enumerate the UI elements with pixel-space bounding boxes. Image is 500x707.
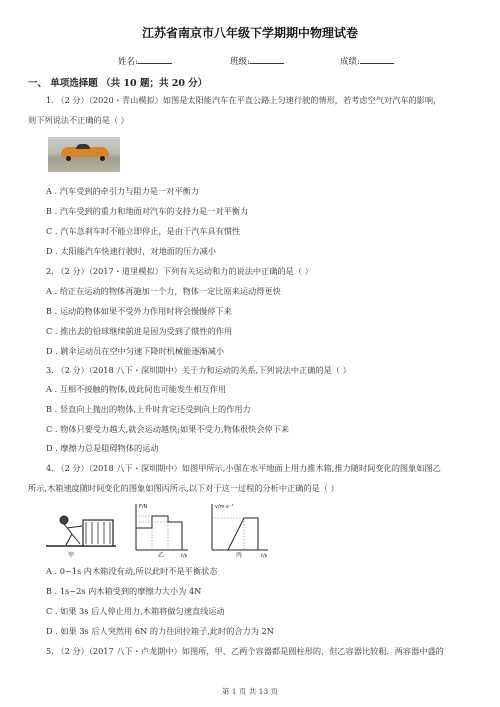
fig-label-bing: 丙: [236, 552, 243, 559]
page-footer: 第 1 页 共 13 页: [221, 687, 279, 696]
car-canopy: [76, 144, 90, 149]
q4-stem-line2: 所示,木箱速度随时间变化的图象如图丙所示,以下对于这一过程的分析中正确的是（ ）: [28, 483, 339, 493]
class-label: 班级:: [230, 57, 250, 67]
q2-option-d: D . 跳伞运动员在空中匀速下降时机械能逐渐减小: [46, 346, 225, 356]
name-label: 姓名:: [118, 57, 138, 67]
score-field: [340, 55, 394, 67]
q5-stem: 5. （2 分）（2017 八下・卢龙期中）如图所，甲、乙两个容器都是圆柱形的，但乙容器比较粗．两容器中盛的: [46, 646, 444, 656]
score-blank: [360, 55, 394, 64]
q2-option-a: A . 给正在运动的物体再施加一个力，物体一定比原来运动得更快: [46, 286, 281, 296]
q4-option-b: B . 1s~2s 内木箱受到的摩擦力大小为 4N: [46, 586, 202, 596]
q3-option-c: C . 物体只要受力越大,就会运动越快;如果不受力,物体很快会停下来: [46, 424, 290, 434]
q1-stem-line2: 则下列说法不正确的是（ ）: [28, 115, 129, 125]
figure-jia: [46, 516, 116, 559]
q4-option-c: C . 如果 3s 后人停止用力,木箱将做匀速直线运动: [46, 606, 225, 616]
class-blank: [250, 55, 284, 64]
q2-option-b: B . 运动的物体如果不受外力作用时将会慢慢停下来: [46, 306, 232, 316]
q3-option-a: A . 互相不接触的物体,彼此间也可能发生相互作用: [46, 384, 227, 394]
q4-figures: [40, 500, 280, 560]
name-blank: [138, 55, 172, 64]
f-axis-label: F/N: [139, 504, 148, 510]
t-axis-label-bing: t/s: [261, 553, 268, 559]
v-axis-label: v/m·s⁻¹: [215, 504, 234, 510]
fig-label-jia: 甲: [68, 552, 75, 559]
figure-bing: [212, 504, 268, 559]
wheel: [66, 156, 71, 161]
q4-option-d: D . 如果 3s 后人突然用 6N 的力往回拉箱子,此时的合力为 2N: [46, 626, 274, 636]
name-field: [118, 55, 172, 67]
solar-car-photo: [48, 137, 120, 172]
t-axis-label-yi: t/s: [181, 553, 188, 559]
q3-stem: 3. （2 分）（2018 八下・深圳期中）关于力和运动的关系,下列说法中正确的是（ ）: [46, 365, 351, 375]
q1-option-d: D . 太阳能汽车快速行驶时，对地面的压力减小: [46, 246, 216, 256]
wheel: [100, 156, 105, 161]
fig-label-yi: 乙: [158, 552, 165, 559]
q1-option-c: C . 汽车急刹车时不能立即停止，是由于汽车具有惯性: [46, 226, 241, 236]
q4-option-a: A . 0~1s 内木箱没有动,所以此时不是平衡状态: [46, 566, 218, 576]
q1-stem-line1: 1. （2 分）（2020・青山模拟）如图是太阳能汽车在平直公路上匀速行驶的情形，若考虑空气对汽车的影响，: [46, 95, 442, 105]
score-label: 成绩:: [340, 57, 360, 67]
q3-option-d: D . 摩擦力总是阻碍物体的运动: [46, 443, 159, 453]
q1-option-b: B . 汽车受到的重力和地面对汽车的支持力是一对平衡力: [46, 206, 249, 216]
page-title: 江苏省南京市八年级下学期期中物理试卷: [141, 26, 358, 40]
q1-option-a: A . 汽车受到的牵引力与阻力是一对平衡力: [46, 186, 199, 196]
class-field: [230, 55, 284, 67]
figure-yi: [136, 504, 188, 559]
q3-option-b: B . 竖直向上抛出的物体,上升时肯定还受到向上的作用力: [46, 404, 251, 414]
q2-option-c: C . 推出去的铅球继续前进是因为受到了惯性的作用: [46, 326, 233, 336]
q2-stem: 2. （2 分）（2017・道里模拟）下列有关运动和力的说法中正确的是（ ）: [46, 266, 313, 276]
q4-stem-line1: 4. （2 分）（2018 八下・深圳期中）如图甲所示,小强在水平地面上用力推木箱,推力随时间变化的图象如图乙: [46, 463, 441, 473]
section-heading: 一、 单项选择题 （共 10 题；共 20 分）: [28, 78, 208, 89]
